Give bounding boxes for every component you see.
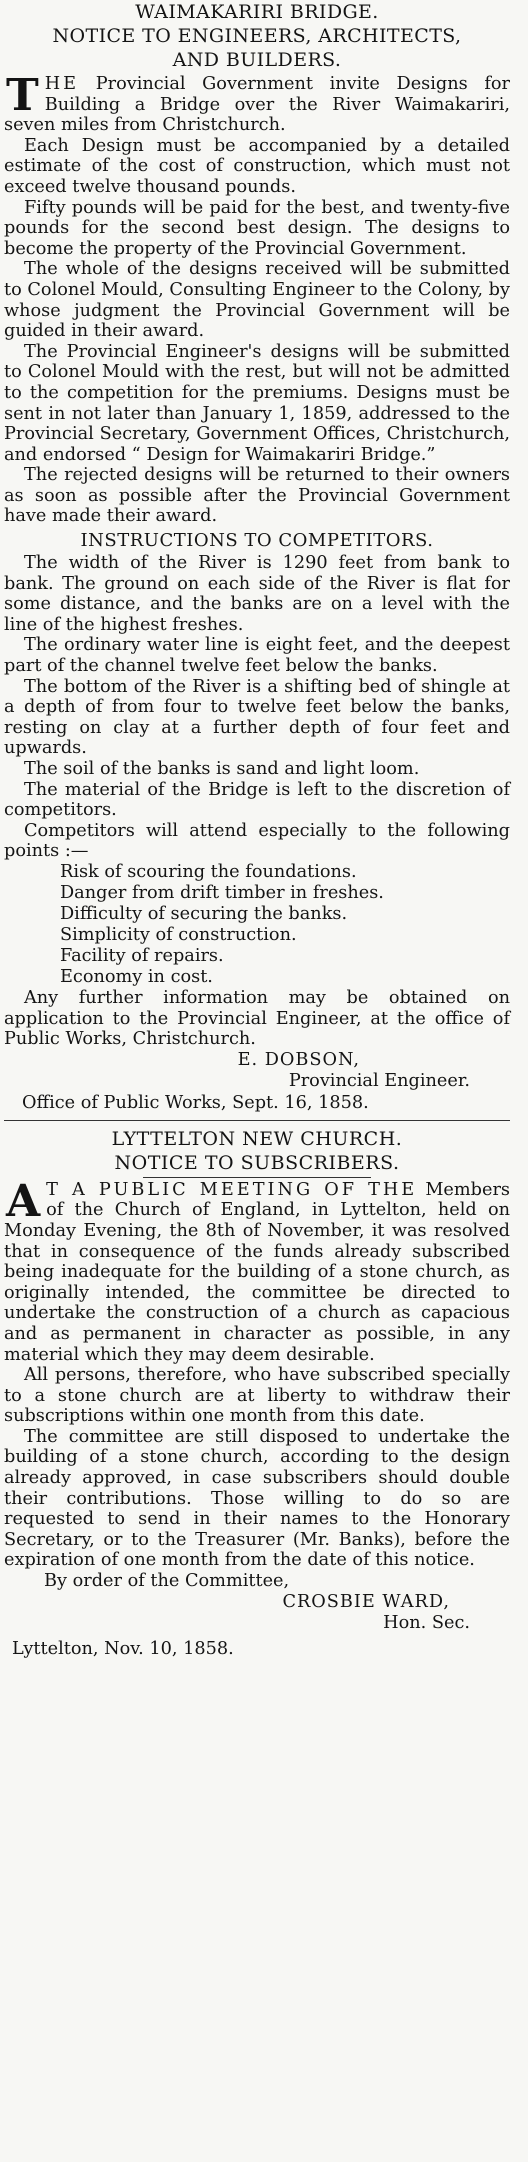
instruction-points-intro: Competitors will attend especially to the following points :— — [4, 820, 510, 862]
order-line: By order of the Committee, — [44, 1571, 290, 1592]
paragraph-judging: The whole of the designs received will be submitted to Colonel Mould, Consulting Engineer to the Colony, by whose judgment the Provincial Government will be guided in their award. — [4, 259, 510, 342]
list-item: Facility of repairs. — [60, 945, 224, 966]
drop-cap: T — [6, 70, 39, 121]
list-item: Risk of scouring the foundations. — [60, 861, 357, 882]
instruction-material: The material of the Bridge is left to the discretion of competitors. — [4, 779, 510, 821]
paragraph-withdraw: All persons, therefore, who have subscribed specially to a stone church are at liberty to withdraw their subscriptions within one month from this date. — [4, 1365, 510, 1427]
notice-subtitle: NOTICE TO SUBSCRIBERS. — [114, 1151, 400, 1174]
drop-cap: A — [6, 1175, 41, 1227]
list-item: Danger from drift timber in freshes. — [60, 882, 384, 903]
place-date: Lyttelton, Nov. 10, 1858. — [12, 1639, 234, 1660]
signer-role: Provincial Engineer. — [288, 1070, 470, 1091]
notice-subtitle-line1: NOTICE TO ENGINEERS, ARCHITECTS, — [52, 25, 462, 47]
list-item: Difficulty of securing the banks. — [60, 903, 348, 924]
paragraph-return: The rejected designs will be returned to their owners as soon as possible after the Provincial Government have made their award. — [4, 465, 510, 527]
notice-waimakariri-bridge — [4, 0, 510, 1114]
section-divider — [4, 1120, 510, 1121]
list-item: Simplicity of construction. — [60, 924, 297, 945]
instruction-width: The width of the River is 1290 feet from bank to bank. The ground on each side of the River is flat for some distance, and the banks are on a level with the line of the highest freshes. — [4, 553, 510, 635]
office-date: Office of Public Works, Sept. 16, 1858. — [22, 1092, 369, 1113]
lead-in: HE — [44, 74, 80, 94]
list-item: Economy in cost. — [60, 966, 213, 987]
instruction-water-line: The ordinary water line is eight feet, and the deepest part of the channel twelve feet below the banks. — [4, 635, 510, 677]
instruction-further-info: Any further information may be obtained on application to the Provincial Engineer, at the office of Public Works, Christchurch. — [4, 987, 510, 1050]
lead-in: T A PUBLIC MEETING OF THE — [46, 1179, 418, 1200]
paragraph-deadline: The Provincial Engineer's designs will be submitted to Colonel Mould with the rest, but will not be admitted to the competition for the premiums. Designs must be sent in not later than January 1, 1859, addressed to the Provincial Secretary, Government Offices, Christchurch, and endorsed “ Design for Waimakariri Bridge.” — [4, 341, 510, 465]
newspaper-column — [4, 0, 510, 1660]
instruction-soil: The soil of the banks is sand and light loom. — [24, 759, 420, 779]
notice-lyttelton-church — [4, 1127, 510, 1660]
paragraph-stone-church: The committee are still disposed to undertake the building of a stone church, according to the design already approved, in case subscribers should double their contributions. Those willing to do so are requested to send in their names to the Honorary Secretary, or to the Treasurer (Mr. Banks), before the expiration of one month from the date of this notice. — [4, 1426, 510, 1571]
paragraph-prizes: Fifty pounds will be paid for the best, and twenty-five pounds for the second best design. The designs to become the property of the Provincial Government. — [4, 197, 510, 259]
notice-title: LYTTELTON NEW CHURCH. — [111, 1127, 403, 1150]
instruction-riverbed: The bottom of the River is a shifting bed of shingle at a depth of from four to twelve feet below the banks, resting on clay at a further depth of four feet and upwards. — [4, 676, 510, 759]
paragraph-invitation — [4, 70, 510, 136]
paragraph-text: Members of the Church of England, in Lyttelton, held on Monday Evening, the 8th of November, it was resolved that in consequence of the funds already subscribed being inadequate for the building of a stone church, as originally intended, the committee be directed to undertake the construction of a church as capacious and as permanent in character as possible, in any material which they may deem desirable. — [4, 1179, 510, 1365]
signer-role: Hon. Sec. — [383, 1613, 470, 1634]
paragraph-text: Provincial Government invite Designs for Building a Bridge over the River Waimakariri, seven miles from Christchurch. — [4, 74, 510, 136]
paragraph-estimate: Each Design must be accompanied by a detailed estimate of the cost of construction, which must not exceed twelve thousand pounds. — [4, 135, 510, 197]
signer-name: CROSBIE WARD, — [282, 1592, 450, 1613]
notice-subtitle-line2: AND BUILDERS. — [172, 49, 342, 71]
signer-name: E. DOBSON, — [237, 1049, 360, 1070]
title-rule — [143, 1177, 371, 1178]
instructions-heading: INSTRUCTIONS TO COMPETITORS. — [80, 530, 434, 552]
paragraph-resolution — [4, 1175, 510, 1365]
notice-title: WAIMAKARIRI BRIDGE. — [135, 1, 379, 23]
points-list — [4, 862, 510, 988]
